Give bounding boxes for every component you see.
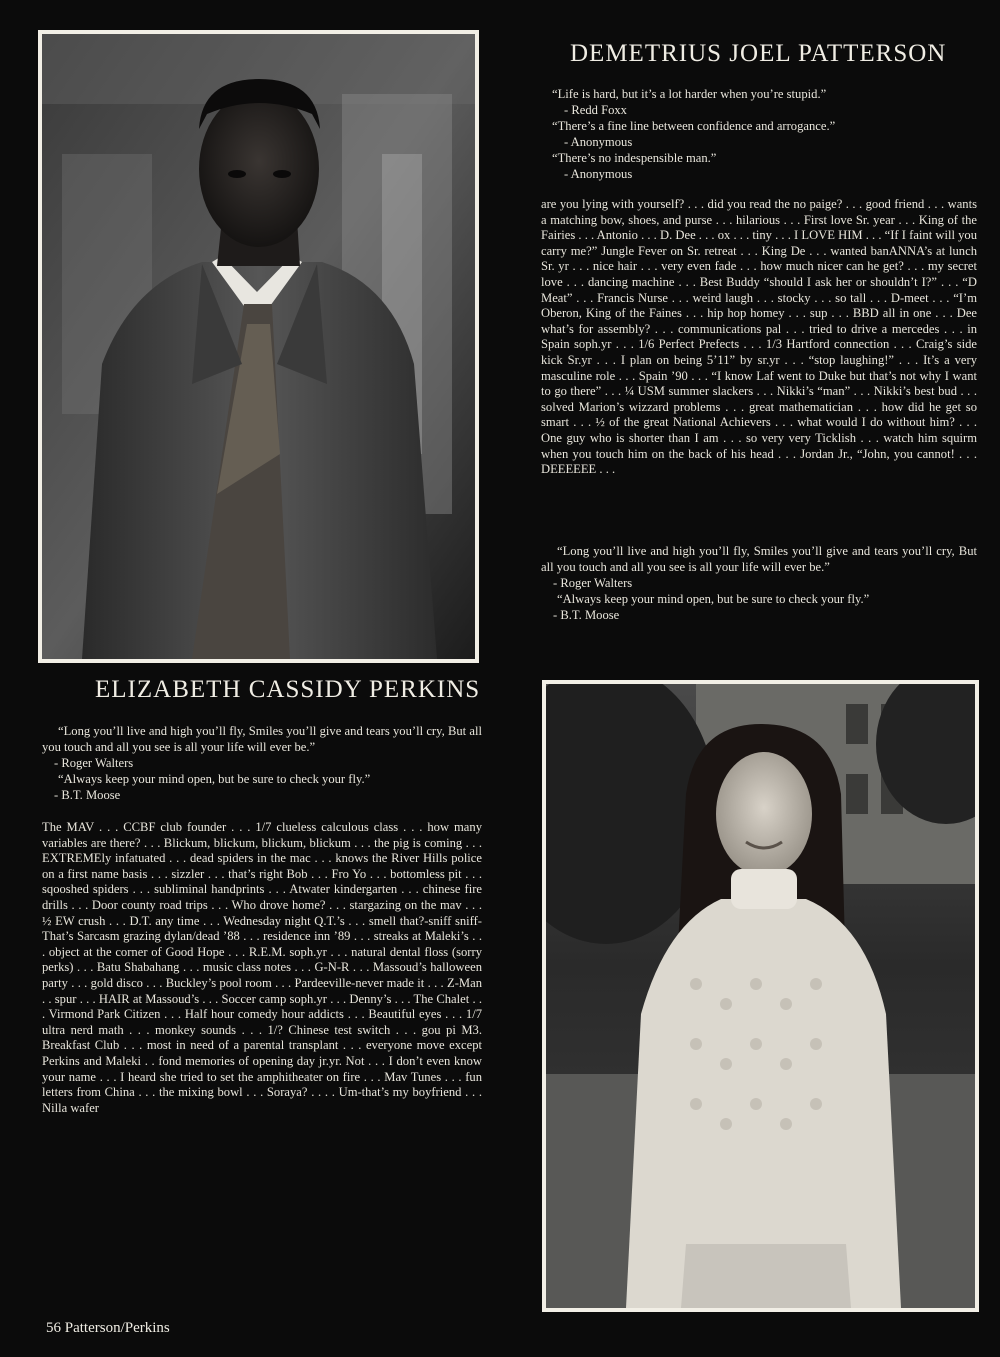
patterson-top-quotes: [552, 86, 972, 182]
quote-attribution: - Roger Walters: [553, 576, 633, 590]
quote-attribution: - Anonymous: [564, 167, 633, 181]
quote-attribution: - Anonymous: [564, 135, 633, 149]
patterson-bottom-quotes: [541, 543, 977, 623]
perkins-portrait-illustration: [546, 684, 975, 1308]
quote-text: “There’s a fine line between confidence and arrogance.”: [552, 119, 836, 133]
perkins-name-heading: ELIZABETH CASSIDY PERKINS: [95, 676, 481, 703]
quote-text: “Long you’ll live and high you’ll fly, Smiles you’ll give and tears you’ll cry, But all you touch and all you see is all your life will ever be.”: [42, 724, 482, 754]
perkins-portrait-photo: [542, 680, 979, 1312]
perkins-body-text: The MAV . . . CCBF club founder . . . 1/7 clueless calculous class . . . how many variables are there? . . . Blickum, blickum, blickum, blickum . . . the pig is coming . . . EXTREMEly infatuated . . . dead spiders in the mac . . . knows the River Hills police on a first name basis . . . sizzler . . . that’s right Bob . . . Fro Yo . . . bottomless pit . . . sqooshed spiders . . . subliminal handprints . . . Atwater kindergarten . . . chinese fire drills . . . Door county road trips . . . Who drove home? . . . stargazing on the mav . . . ½ EW crush . . . D.T. any time . . . Wednesday night Q.T.’s . . . smell that?-sniff sniff-That’s Sarcasm grazing dylan/dead ’88 . . . residence inn ’89 . . . streaks at Maleki’s . . . object at the corner of Good Hope . . . R.E.M. soph.yr . . . natural dental floss (sorry perks) . . . Batu Shabahang . . . music class notes . . . G-N-R . . . Massoud’s halloween party . . . gold disco . . . Buckley’s pool room . . . Pardeeville-never made it . . . Z-Man . . spur . . . HAIR at Massoud’s . . . Soccer camp soph.yr . . . Denny’s . . . The Chalet . . . Virmond Park Citizen . . . Half hour comedy hour addicts . . . Beautiful eyes . . . 1/7 ultra nerd math . . . monkey sounds . . . 1/? Chinese test switch . . . gou pi M3. Breakfast Club . . . most in need of a parental transplant . . . everyone move except Perkins and Maleki . . fond memories of opening day jr.yr. Not . . . I don’t even know your name . . . I heard she tried to set the amphitheater on fire . . . Mav Tunes . . . fun letters from China . . . the mixing bowl . . . Soraya? . . . . Um-that’s my boyfriend . . . Nilla wafer: [42, 820, 482, 1115]
patterson-body-text: are you lying with yourself? . . . did you read the no paige? . . . good friend . . . wants a matching bow, shoes, and purse . . . hilarious . . . First love Sr. year . . . King of the Fairies . . . Antonio . . . D. Dee . . . ox . . . tiny . . . I LOVE HIM . . . “If I faint will you carry me?” Jungle Fever on Sr. retreat . . . King De . . . wanted banANNA’s at lunch Sr. yr . . . nice hair . . . very even fade . . . how much nicer can he get? . . . my secret love . . . dancing machine . . . Best Buddy “should I ask her or shouldn’t I?” . . . “D Meat” . . . Francis Nurse . . . weird laugh . . . stocky . . . so tall . . . D-meet . . . “I’m Oberon, King of the Faines . . . hip hop homey . . . sup . . . BBD all in one . . . Dee what’s for assembly? . . . communications pal . . . tried to drive a mercedes . . . in Spain soph.yr . . . 1/6 Perfect Prefects . . . 1/3 Hartford connection . . . Craig’s side kick Sr.yr . . . I plan on being 5’11” by sr.yr . . . “stop laughing!” . . . It’s a very masculine role . . . Spain ’90 . . . “I know Laf went to Duke but that’s not why I want to go there” . . . ¼ USM summer slackers . . . Nikki’s “man” . . . Nikki’s best bud . . . solved Marion’s wizzard problems . . . great mathematician . . . how did he get so smart . . . ½ of the great National Achievers . . . what would I do without him? . . . One guy who is shorter than I am . . . so very very Ticklish . . . watch him squirm when you touch him on the back of his head . . . Jordan Jr., “John, you cannot! . . . DEEEEEE . . .: [541, 197, 977, 477]
patterson-name-heading: DEMETRIUS JOEL PATTERSON: [570, 40, 947, 67]
perkins-quotes: [42, 723, 482, 803]
quote-attribution: - B.T. Moose: [553, 608, 620, 622]
quote-text: “Always keep your mind open, but be sure to check your fly.”: [58, 772, 371, 786]
quote-attribution: - Roger Walters: [54, 756, 134, 770]
quote-text: “Long you’ll live and high you’ll fly, Smiles you’ll give and tears you’ll cry, But all you touch and all you see is all your life will ever be.”: [541, 544, 977, 574]
patterson-portrait-photo: [38, 30, 479, 663]
quote-text: “Life is hard, but it’s a lot harder when you’re stupid.”: [552, 87, 827, 101]
quote-attribution: - B.T. Moose: [54, 788, 121, 802]
patterson-portrait-illustration: [42, 34, 475, 659]
quote-attribution: - Redd Foxx: [564, 103, 627, 117]
page-footer: 56 Patterson/Perkins: [46, 1320, 170, 1336]
quote-text: “There’s no indespensible man.”: [552, 151, 717, 165]
quote-text: “Always keep your mind open, but be sure to check your fly.”: [557, 592, 870, 606]
